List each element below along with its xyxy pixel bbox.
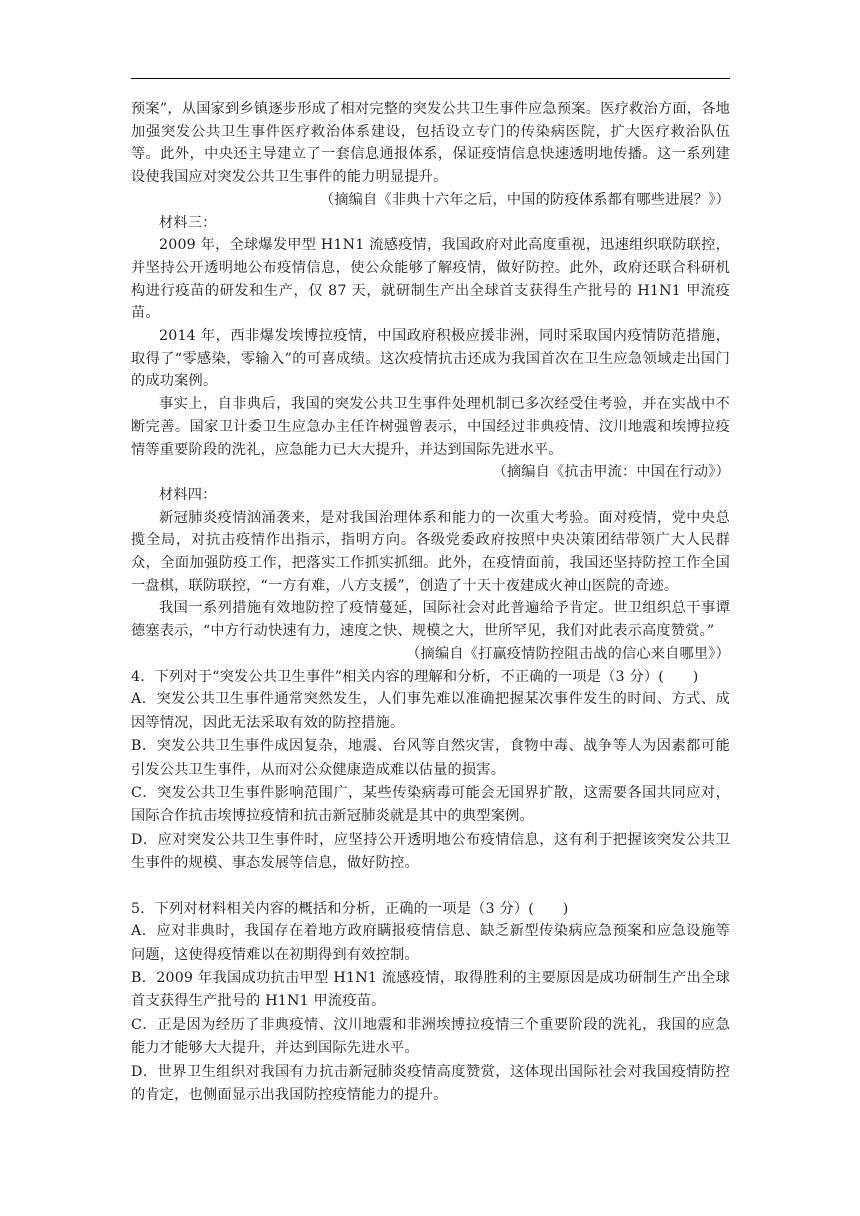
question4-stem: 4．下列对于“突发公共卫生事件”相关内容的理解和分析，不正确的一项是（3 分）( ): [131, 668, 699, 685]
material4-label: 材料四：: [159, 486, 217, 503]
material3-paragraph: 2014 年，西非爆发埃博拉疫情，中国政府积极应援非洲，同时采取国内疫情防范措施，取得了“零感染，零输入”的可喜成绩。这次疫情抗击还成为我国首次在卫生应急领域走出国门的成功案例。: [131, 328, 730, 390]
material2-paragraph-end: 预案”，从国家到乡镇逐步形成了相对完整的突发公共卫生事件应急预案。医疗救治方面，各地加强突发公共卫生事件医疗救治体系建设，包括设立专门的传染病医院，扩大医疗救治队伍等。此外，中央还主导建立了一套信息通报体系，保证疫情信息快速透明地传播。这一系列建设使我国应对突发公共卫生事件的能力明显提升。: [131, 101, 730, 186]
document-body: [131, 98, 730, 1107]
material4-paragraph: 我国一系列措施有效地防控了疫情蔓延，国际社会对此普遍给予肯定。世卫组织总干事谭德塞表示，“中方行动快速有力，速度之快、规模之大，世所罕见，我们对此表示高度赞赏。”: [131, 600, 730, 640]
question-spacer: [131, 876, 730, 898]
question5-option-c: C．正是因为经历了非典疫情、汶川地震和非洲埃博拉疫情三个重要阶段的洗礼，我国的应急能力才能够大大提升，并达到国际先进水平。: [131, 1016, 730, 1057]
question4-option-c: C．突发公共卫生事件影响范围广，某些传染病毒可能会无国界扩散，这需要各国共同应对，国际合作抗击埃博拉疫情和抗击新冠肺炎就是其中的典型案例。: [131, 784, 730, 825]
question5-option-b: B．2009 年我国成功抗击甲型 H1N1 流感疫情，取得胜利的主要原因是成功研制生产出全球首支获得生产批号的 H1N1 甲流疫苗。: [131, 970, 730, 1010]
material4-paragraph: 新冠肺炎疫情汹涌袭来，是对我国治理体系和能力的一次重大考验。面对疫情，党中央总揽全局，对抗击疫情作出指示，指明方向。各级党委政府按照中央决策团结带领广大人民群众，全面加强防疫工作，把落实工作抓实抓细。此外，在疫情面前，我国还坚持防控工作全国一盘棋，联防联控，“一方有难，八方支援”，创造了十天十夜建成火神山医院的奇迹。: [131, 509, 730, 594]
header-rule: [131, 78, 730, 79]
material3-paragraph: 2009 年，全球爆发甲型 H1N1 流感疫情，我国政府对此高度重视，迅速组织联防联控，并坚持公开透明地公布疫情信息，使公众能够了解疫情，做好防控。此外，政府还联合科研机构进行疫苗的研发和生产，仅 87 天，就研制生产出全球首支获得生产批号的 H1N1 甲流疫苗。: [131, 237, 730, 322]
question4-option-d: D．应对突发公共卫生事件时，应坚持公开透明地公布疫情信息，这有利于把握该突发公共卫生事件的规模、事态发展等信息，做好防控。: [131, 831, 730, 872]
material3-source: （摘编自《抗击甲流：中国在行动》）: [492, 464, 730, 481]
question5-option-a: A．应对非典时，我国存在着地方政府瞒报疫情信息、缺乏新型传染病应急预案和应急设施等问题，这使得疫情难以在初期得到有效控制。: [131, 923, 730, 963]
material2-source: （摘编自《非典十六年之后，中国的防疫体系都有哪些进展？》）: [319, 191, 730, 208]
material3-paragraph: 事实上，自非典后，我国的突发公共卫生事件处理机制已多次经受住考验，并在实战中不断完善。国家卫计委卫生应急办主任许树强曾表示，中国经过非典疫情、汶川地震和埃博拉疫情等重要阶段的洗礼，应急能力已大大提升，并达到国际先进水平。: [131, 396, 730, 458]
question5-stem: 5．下列对材料相关内容的概括和分析，正确的一项是（3 分）( ): [131, 900, 569, 917]
material3-label: 材料三：: [159, 214, 217, 231]
material4-source: （摘编自《打赢疫情防控阻击战的信心来自哪里》）: [406, 645, 730, 662]
question4-option-b: B．突发公共卫生事件成因复杂，地震、台风等自然灾害，食物中毒、战争等人为因素都可能引发公共卫生事件，从而对公众健康造成难以估量的损害。: [131, 738, 730, 778]
question5-option-d: D．世界卫生组织对我国有力抗击新冠肺炎疫情高度赞赏，这体现出国际社会对我国疫情防控的肯定，也侧面显示出我国防控疫情能力的提升。: [131, 1063, 730, 1104]
question4-option-a: A．突发公共卫生事件通常突然发生，人们事先难以准确把握某次事件发生的时间、方式、成因等情况，因此无法采取有效的防控措施。: [131, 691, 730, 731]
